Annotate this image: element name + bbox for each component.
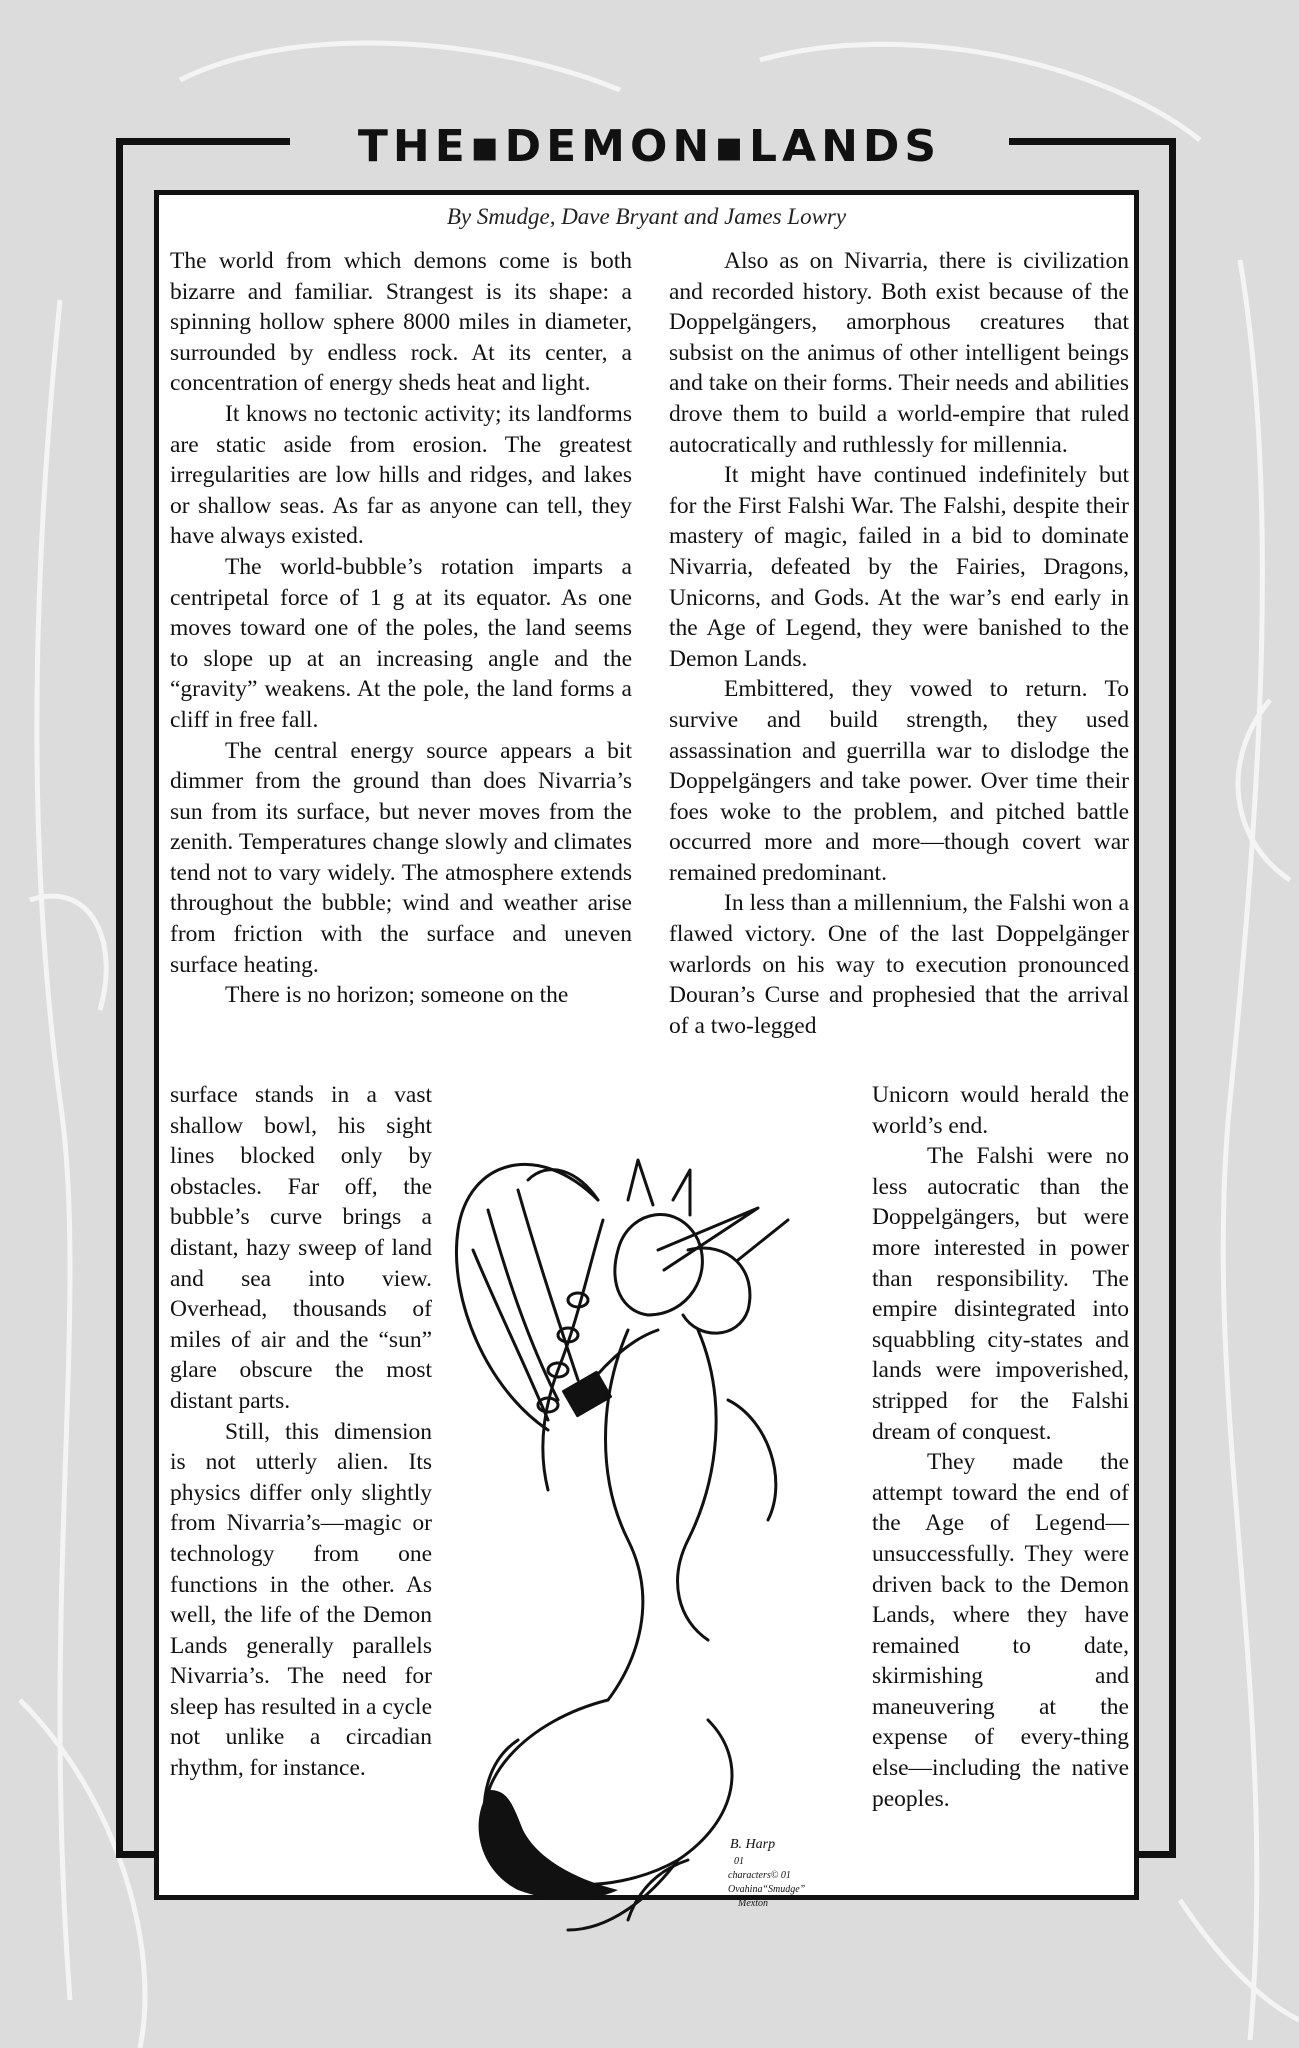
byline: By Smudge, Dave Bryant and James Lowry bbox=[446, 204, 847, 229]
right-column bbox=[669, 246, 1129, 1041]
body bbox=[606, 1330, 643, 1700]
paragraph: Unicorn would herald the world’s end. bbox=[872, 1082, 1129, 1139]
caption-line: characters© 01 bbox=[728, 1870, 791, 1881]
caption-line: Mexton bbox=[738, 1898, 768, 1909]
paragraph: There is no horizon; someone on the bbox=[225, 982, 569, 1009]
paragraph: The central energy source appears a bit dimmer from the ground than does Nivarria’s sun from its surface, but never moves from the zenith. Temperatures change slowly and climates tend not to vary widely. The atmosphere extends throughout the bubble; wind and weather arise from friction with the surface and uneven surface heating. bbox=[170, 737, 632, 978]
paragraph: Embittered, they vowed to return. To survive and build strength, they used assassination and guerrilla war to dislodge the Doppelgängers and take power. Over time their foes woke to the problem, and pitched battle occurred more and more—though covert war remained predominant. bbox=[669, 676, 1129, 886]
paragraph: Still, this dimension is not utterly alien. Its physics differ only slightly from Nivarria’s—magic or technology from one functions in the other. As well, the life of the Demon Lands generally parallels Nivarria’s. The need for sleep has resulted in a cycle not unlike a circadian rhythm, for instance. bbox=[170, 1418, 432, 1782]
right-narrow-column bbox=[872, 1080, 1129, 1814]
paragraph: The Falshi were no less autocratic than the Doppelgängers, but were more interested in power than responsibility. The empire disintegrated into squabbling city-states and lands were impoverished, stripped for the Falshi dream of conquest. bbox=[872, 1143, 1129, 1445]
caption-line: 01 bbox=[734, 1856, 744, 1867]
head bbox=[615, 1215, 703, 1315]
paragraph: It knows no tectonic activity; its landforms are static aside from erosion. The greatest irregularities are low hills and ridges, and lakes or shallow seas. As far as anyone can tell, they have always existed. bbox=[170, 400, 632, 550]
paragraph: It might have continued indefinitely but for the First Falshi War. The Falshi, despite their mastery of magic, failed in a bid to dominate Nivarria, defeated by the Fairies, Dragons, Unicorns, and Gods. At the war’s end early in the Age of Legend, they were banished to the Demon Lands. bbox=[669, 462, 1129, 672]
demon-illustration bbox=[428, 1100, 898, 1940]
title-band bbox=[290, 118, 1009, 174]
paragraph: The world from which demons come is both bizarre and familiar. Strangest is its shape: a spinning hollow sphere 8000 miles in diameter, surrounded by endless rock. At its center, a concentration of energy sheds heat and light. bbox=[170, 248, 632, 397]
left-narrow-column bbox=[170, 1080, 432, 1784]
paragraph: Also as on Nivarria, there is civilization and recorded history. Both exist because of the Doppelgängers, amorphous creatures that subsist on the animus of other intelligent beings and take on their forms. Their needs and abilities drove them to build a world-empire that ruled autocratically and ruthlessly for millennia. bbox=[669, 248, 1129, 458]
paragraph: In less than a millennium, the Falshi won a flawed victory. One of the last Doppelgänger warlords on his way to execution pronounced Douran’s Curse and prophesied that the arrival of a two-legged bbox=[669, 890, 1129, 1039]
caption-line: Ovahina“Smudge” bbox=[728, 1884, 806, 1895]
page-title: THE▪DEMON▪LANDS bbox=[357, 120, 942, 172]
artist-signature: B. Harp bbox=[730, 1837, 776, 1852]
braid bbox=[543, 1220, 603, 1490]
paragraph: They made the attempt toward the end of the Age of Legend—unsuccessfully. They were driven back to the Demon Lands, where they have remained to date, skirmishing and maneuvering at the expense of every-thing else—including the native peoples. bbox=[872, 1449, 1129, 1812]
paragraph: surface stands in a vast shallow bowl, his sight lines blocked only by obstacles. Far off, the bubble’s curve brings a distant, hazy sweep of land and sea into view. Overhead, thousands of miles of air and the “sun” glare obscure the most distant parts. bbox=[170, 1082, 432, 1414]
left-column bbox=[170, 246, 632, 1011]
paragraph: The world-bubble’s rotation imparts a centripetal force of 1 g at its equator. As one moves toward one of the poles, the land seems to slope up at an increasing angle and the “gravity” weakens. At the pole, the land forms a cliff in free fall. bbox=[170, 553, 632, 733]
